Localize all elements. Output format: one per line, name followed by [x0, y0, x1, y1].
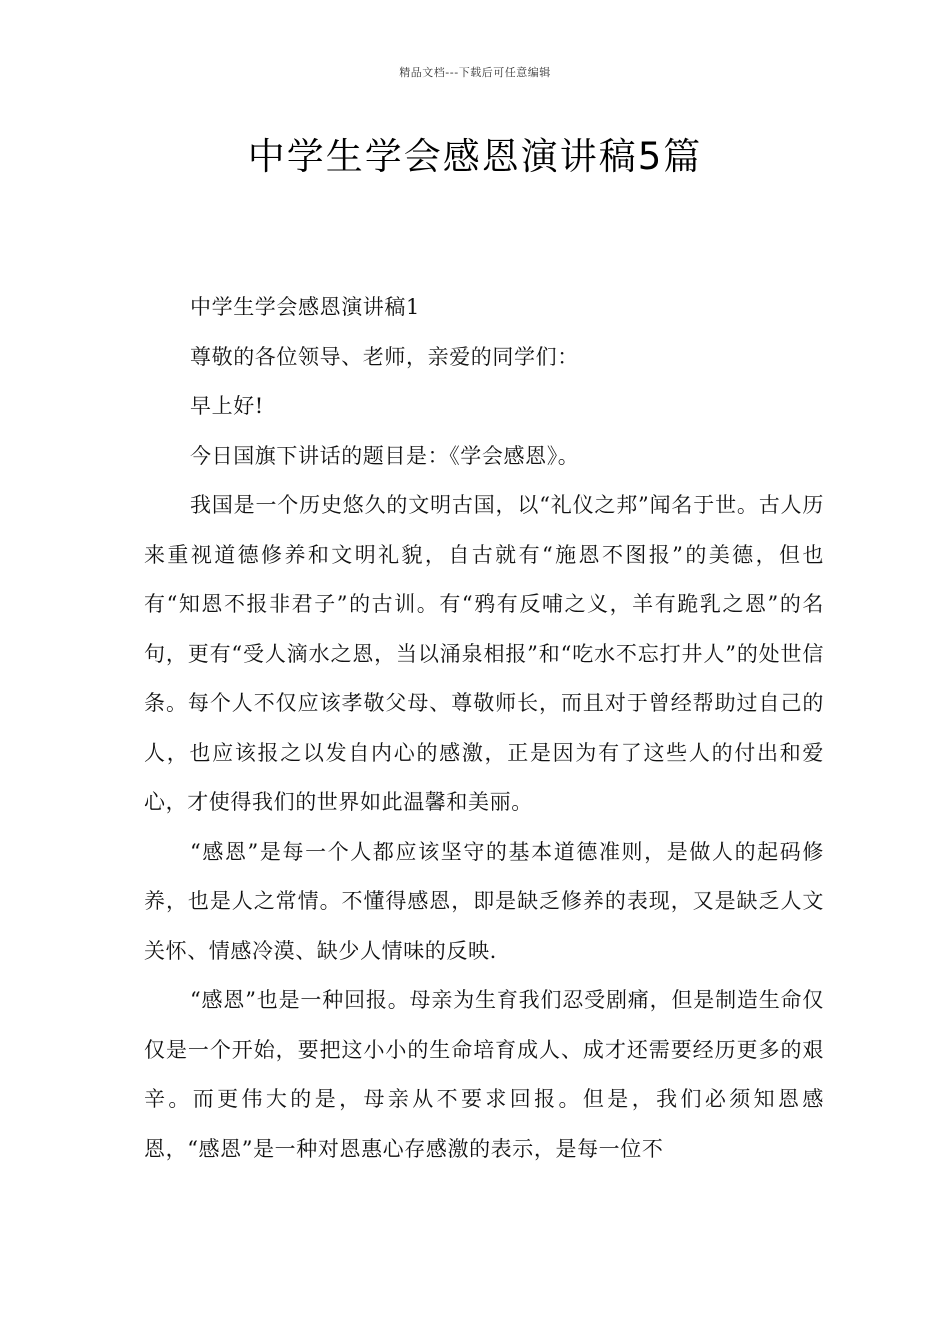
paragraph-salutation: 尊敬的各位领导、老师，亲爱的同学们：	[190, 344, 579, 369]
paragraph-topic: 今日国旗下讲话的题目是：《学会感恩》。	[190, 443, 580, 468]
document-title: 中学生学会感恩演讲稿5篇	[247, 135, 703, 178]
header-note: 精品文档---下载后可任意编辑	[399, 66, 551, 79]
paragraph-speech-heading: 中学生学会感恩演讲稿1	[190, 295, 420, 319]
paragraph-greeting: 早上好!	[190, 394, 264, 418]
paragraph-body-1: 我国是一个历史悠久的文明古国，以“礼仪之邦”闻名于世。古人历来重视道德修养和文明礼貌，自古就有“施恩不图报”的美德，但也有“知恩不报非君子”的古训。有“鸦有反哺之义，羊有跪乳之恩”的名句，更有“受人滴水之恩，当以涌泉相报”和“吃水不忘打井人”的处世信条。每个人不仅应该孝敬父母、尊敬师长，而且对于曾经帮助过自己的人，也应该报之以发自内心的感激，正是因为有了这些人的付出和爱心，才使得我们的世界如此温馨和美丽。	[144, 493, 824, 814]
document-body	[144, 283, 824, 1174]
paragraph-body-2: “感恩”是每一个人都应该坚守的基本道德准则，是做人的起码修养，也是人之常情。不懂得感恩，即是缺乏修养的表现，又是缺乏人文关怀、情感冷漠、缺少人情味的反映.	[144, 839, 824, 963]
paragraph-body-3: “感恩”也是一种回报。母亲为生育我们忍受剧痛，但是制造生命仅仅是一个开始，要把这小小的生命培育成人、成才还需要经历更多的艰辛。而更伟大的是，母亲从不要求回报。但是，我们必须知恩感恩，“感恩”是一种对恩惠心存感激的表示，是每一位不	[144, 988, 824, 1161]
